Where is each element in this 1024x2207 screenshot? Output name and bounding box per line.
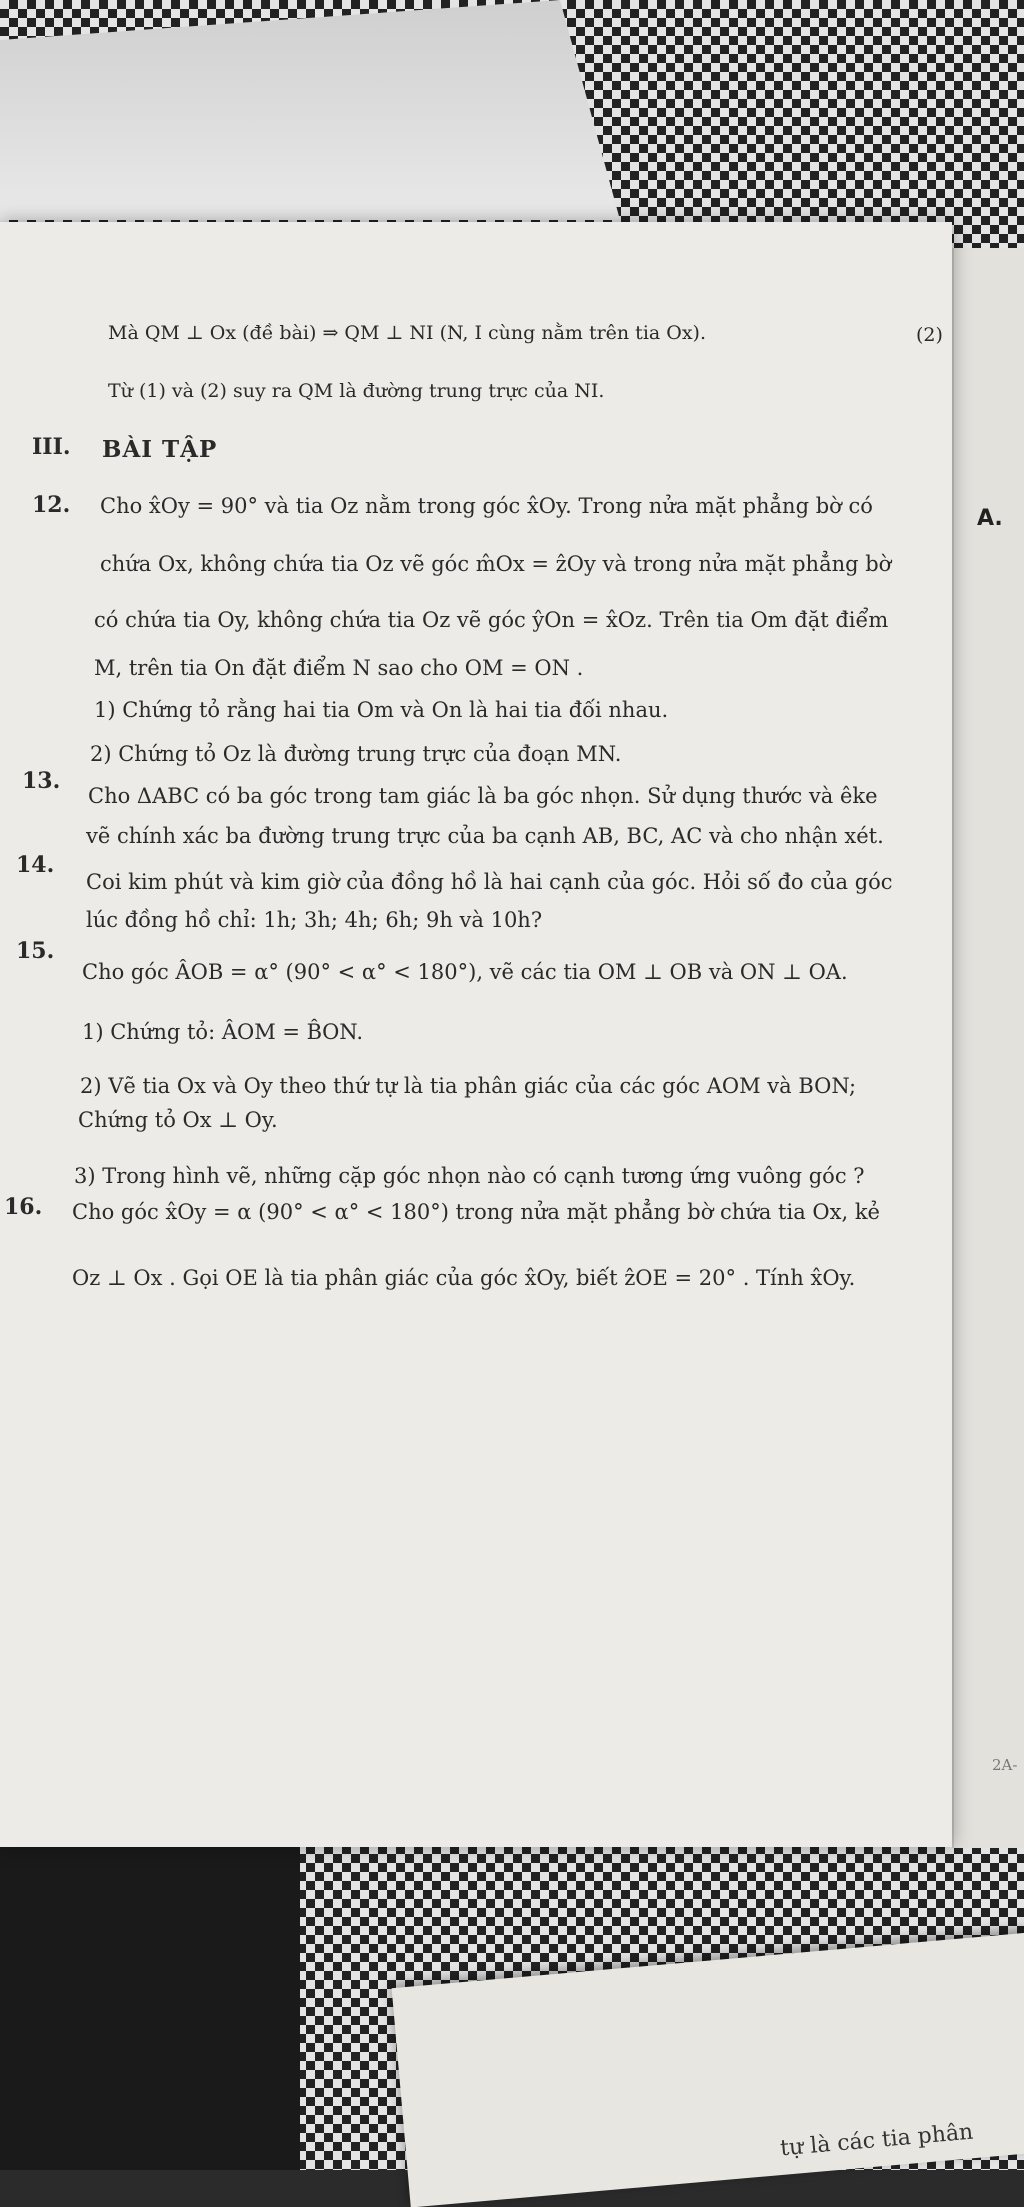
problem-number-13: 13. bbox=[22, 768, 61, 794]
dark-surface bbox=[0, 1830, 300, 2170]
edge-page-tag: 2A- bbox=[992, 1756, 1018, 1774]
proof-line-1: Mà QM ⊥ Ox (đề bài) ⇒ QM ⊥ NI (N, I cùng nằm trên tia Ox). bbox=[108, 322, 707, 344]
book-page bbox=[0, 222, 952, 1847]
problem-number-14: 14. bbox=[16, 852, 55, 878]
problem-12-line-2: chứa Ox, không chứa tia Oz vẽ góc m̂Ox = ẑOy và trong nửa mặt phẳng bờ bbox=[100, 552, 892, 576]
problem-15-part-2-cont: Chứng tỏ Ox ⊥ Oy. bbox=[78, 1108, 278, 1132]
problem-15-line-1: Cho góc ÂOB = α° (90° < α° < 180°), vẽ các tia OM ⊥ OB và ON ⊥ OA. bbox=[82, 960, 848, 984]
problem-12-line-1: Cho x̂Oy = 90° và tia Oz nằm trong góc x̂Oy. Trong nửa mặt phẳng bờ có bbox=[100, 494, 873, 518]
page-edge bbox=[952, 248, 1024, 1848]
problem-15-part-2: 2) Vẽ tia Ox và Oy theo thứ tự là tia phân giác của các góc AOM và BON; bbox=[80, 1074, 857, 1098]
problem-13-line-1: Cho ΔABC có ba góc trong tam giác là ba góc nhọn. Sử dụng thước và êke bbox=[88, 784, 878, 808]
problem-16-line-1: Cho góc x̂Oy = α (90° < α° < 180°) trong nửa mặt phẳng bờ chứa tia Ox, kẻ bbox=[72, 1200, 880, 1224]
problem-number-15: 15. bbox=[16, 938, 55, 964]
section-label: III. bbox=[32, 434, 71, 460]
problem-15-part-3: 3) Trong hình vẽ, những cặp góc nhọn nào có cạnh tương ứng vuông góc ? bbox=[74, 1164, 865, 1188]
problem-12-line-3: có chứa tia Oy, không chứa tia Oz vẽ góc ŷOn = x̂Oz. Trên tia Om đặt điểm bbox=[94, 608, 889, 632]
problem-number-16: 16. bbox=[4, 1194, 43, 1220]
problem-number-12: 12. bbox=[32, 492, 71, 518]
problem-13-line-2: vẽ chính xác ba đường trung trực của ba cạnh AB, BC, AC và cho nhận xét. bbox=[86, 824, 884, 848]
problem-12-part-1: 1) Chứng tỏ rằng hai tia Om và On là hai tia đối nhau. bbox=[94, 698, 669, 722]
problem-14-line-2: lúc đồng hồ chỉ: 1h; 3h; 4h; 6h; 9h và 10h? bbox=[86, 908, 543, 932]
edge-letter: A. bbox=[977, 506, 1003, 531]
problem-16-line-2: Oz ⊥ Ox . Gọi OE là tia phân giác của góc x̂Oy, biết ẑOE = 20° . Tính x̂Oy. bbox=[72, 1266, 856, 1290]
next-page-text: tự là các tia phân bbox=[779, 2119, 975, 2162]
problem-14-line-1: Coi kim phút và kim giờ của đồng hồ là hai cạnh của góc. Hỏi số đo của góc bbox=[86, 870, 893, 894]
proof-line-2: Từ (1) và (2) suy ra QM là đường trung trực của NI. bbox=[108, 380, 605, 402]
marker-2: (2) bbox=[916, 324, 943, 346]
problem-12-line-4: M, trên tia On đặt điểm N sao cho OM = ON . bbox=[94, 656, 584, 680]
section-title: BÀI TẬP bbox=[102, 436, 218, 463]
problem-12-part-2: 2) Chứng tỏ Oz là đường trung trực của đoạn MN. bbox=[90, 742, 622, 766]
problem-15-part-1: 1) Chứng tỏ: ÂOM = B̂ON. bbox=[82, 1020, 364, 1044]
